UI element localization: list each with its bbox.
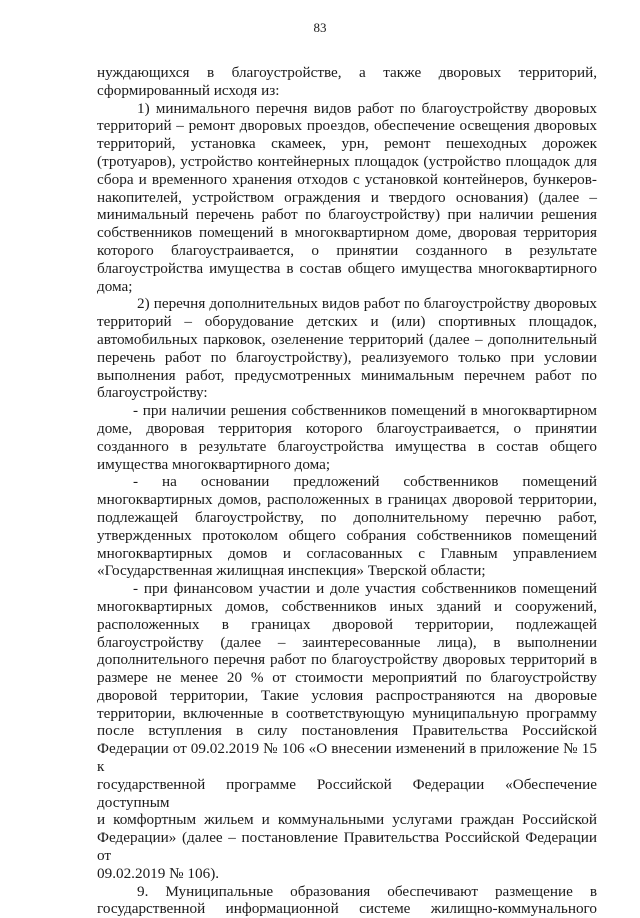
text-line: Федерации от 09.02.2019 № 106 «О внесении изменений в приложение № 15 к — [97, 740, 597, 776]
text-line: - на основании предложений собственников помещений — [133, 473, 597, 491]
text-line: дома; — [97, 277, 133, 295]
text-line: благоустройству (далее – заинтересованные лица), в выполнении — [97, 633, 597, 651]
text-line: дополнительного перечня работ по благоустройству дворовых территорий в — [97, 651, 597, 669]
text-line: накопителей, устройством ограждения и твердого основания) (далее – — [97, 188, 597, 206]
paragraph — [97, 64, 597, 100]
text-line: сбора и временного хранения отходов с установкой контейнеров, бункеров- — [97, 170, 597, 188]
text-line: размере не менее 20 % от стоимости мероприятий по благоустройству — [97, 669, 597, 687]
text-line: созданного в результате благоустройства имущества в состав общего — [97, 437, 597, 455]
text-line: благоустройству: — [97, 384, 208, 402]
text-line: (тротуаров), устройство контейнерных площадок (устройство площадок для — [97, 152, 597, 170]
text-line: после вступления в силу постановления Правительства Российской — [97, 722, 597, 740]
text-line: 1) минимального перечня видов работ по благоустройству дворовых — [137, 99, 597, 117]
page-number: 83 — [313, 20, 327, 35]
text-line: территории, включенные в соответствующую муниципальную программу — [97, 704, 597, 722]
paragraph — [97, 295, 597, 402]
text-line: - при наличии решения собственников помещений в многоквартирном — [133, 402, 597, 420]
text-line: перечень работ по благоустройству), реализуемого только при условии — [97, 348, 597, 366]
text-line: многоквартирных домов, расположенных в границах дворовой территории, — [97, 491, 597, 509]
text-line: собственников помещений в многоквартирном доме, дворовая территория — [97, 224, 597, 242]
text-line: нуждающихся в благоустройстве, а также дворовых территорий, — [97, 64, 597, 81]
text-line: благоустройства имущества в состав общего имущества многоквартирного — [97, 259, 597, 277]
text-line: территорий – ремонт дворовых проездов, обеспечение освещения дворовых — [97, 117, 597, 135]
text-line: Федерации» (далее – постановление Правительства Российской Федерации от — [97, 829, 597, 865]
text-line: 09.02.2019 № 106). — [97, 864, 220, 882]
text-line: «Государственная жилищная инспекция» Тверской области; — [97, 562, 486, 580]
text-line: территорий – оборудование детских и (или) спортивных площадок, — [97, 313, 597, 331]
text-line: имущества многоквартирного дома; — [97, 455, 331, 473]
text-line: подлежащей благоустройству, по дополнительному перечню работ, — [97, 508, 597, 526]
text-line: выполнения работ, предусмотренных минимальным перечнем работ по — [97, 366, 597, 384]
text-line: государственной программе Российской Федерации «Обеспечение доступным — [97, 775, 597, 811]
text-line: сформированный исходя из: — [97, 81, 280, 99]
text-line: дворовой территории, Такие условия распространяются на дворовые — [97, 686, 597, 704]
text-line: утвержденных протоколом общего собрания собственников помещений — [97, 526, 597, 544]
text-line: территорий, установка скамеек, урн, ремонт пешеходных дорожек — [97, 135, 597, 153]
paragraph — [97, 402, 597, 473]
text-line: автомобильных парковок, озеленение территорий (далее – дополнительный — [97, 330, 597, 348]
text-line: - при финансовом участии и доле участия собственников помещений — [133, 580, 597, 598]
text-line: государственной информационной системе жилищно-коммунального — [97, 900, 597, 918]
text-line: многоквартирных домов и согласованных с Главным управлением — [97, 544, 597, 562]
paragraph — [97, 100, 597, 296]
text-line: многоквартирных домов, собственников иных зданий и сооружений, — [97, 597, 597, 615]
text-line: которого благоустраивается, о принятии созданного в результате — [97, 241, 597, 259]
text-line: расположенных в границах дворовой территории, подлежащей — [97, 615, 597, 633]
text-line: и комфортным жильем и коммунальными услугами граждан Российской — [97, 811, 597, 829]
text-line: доме, дворовая территория которого благоустраивается, о принятии — [97, 419, 597, 437]
document-body — [97, 64, 597, 918]
text-line: 9. Муниципальные образования обеспечивают размещение в — [137, 882, 597, 900]
paragraph — [97, 580, 597, 883]
text-line: 2) перечня дополнительных видов работ по благоустройству дворовых — [137, 295, 597, 313]
text-line: минимальный перечень работ по благоустройству) при наличии решения — [97, 206, 597, 224]
paragraph — [97, 473, 597, 580]
paragraph — [97, 883, 597, 918]
